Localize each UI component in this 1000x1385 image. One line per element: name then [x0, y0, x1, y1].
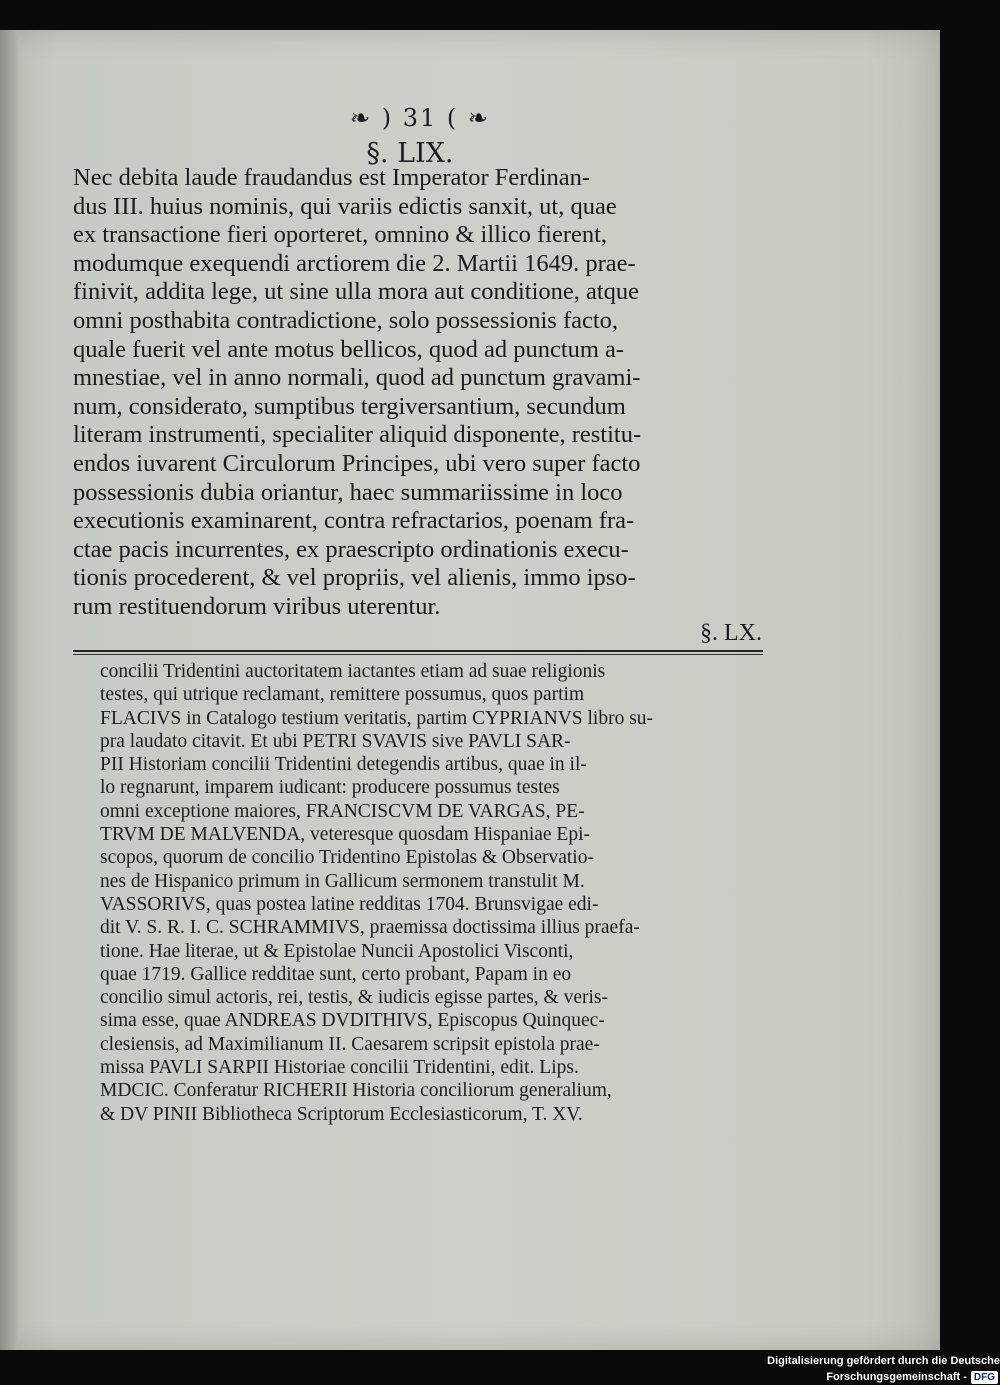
- section-title: §. LIX.: [366, 138, 454, 169]
- footnote-divider-thin: [73, 654, 763, 655]
- page-header: ❧ ) 31 ( ❧: [350, 104, 490, 132]
- footnote-text: concilii Tridentini auctoritatem iactantes etiam ad suae religionis testes, qui utrique reclamant, remittere possumus, quos partim FLACIVS in Catalogo testium veritatis, partim CYPRIANVS libro su- pra laudato citavit. Et ubi PETRI SVAVIS sive PAVLI SAR- PII Historiam concilii Tridentini detegendis artibus, quae in il- lo regnarunt, imparem iudicant: producere possumus testes omni exceptione maiores, FRANCISCVM DE VARGAS, PE- TRVM DE MALVENDA, veteresque quosdam Hispaniae Epi- scopos, quorum de concilio Tridentino Epistolas & Observatio- nes de Hispanico primum in Gallicum sermonem transtulit M. VASSORIVS, quas postea latine redditas 1704. Brunsvigae edi- dit V. S. R. I. C. SCHRAMMIVS, praemissa doctissima illius praefa- tione. Hae literae, ut & Epistolae Nuncii Apostolici Visconti, quae 1719. Gallice redditae sunt, certo probant, Papam in eo concilio simul actoris, rei, testis, & iudicis egisse partes, & veris- sima esse, quae ANDREAS DVDITHIVS, Episcopus Quinquec- clesiensis, ad Maximilianum II. Caesarem scripsit epistola prae- missa PAVLI SARPII Historiae concilii Tridentini, edit. Lips. MDCIC. Conferatur RICHERII Historia conciliorum generalium, & DV PINII Bibliotheca Scriptorum Ecclesiasticorum, T. XV.: [100, 661, 654, 1125]
- dfg-logo: DFG: [971, 1371, 998, 1384]
- main-body-text: Nec debita laude fraudandus est Imperator Ferdinan- dus III. huius nominis, qui variis edictis sanxit, ut, quae ex transactione fieri oporteret, omnino & illico fierent, modumque exequendi arctiorem die 2. Martii 1649. prae- finivit, addita lege, ut sine ulla mora aut conditione, atque omni posthabita contradictione, solo possessionis facto, quale fuerit vel ante motus bellicos, quod ad punctum a- mnestiae, vel in anno normali, quod ad punctum gravami- num, considerato, sumptibus tergiversantium, secundum literam instrumenti, specialiter aliquid disponente, restitu- endos iuvarent Circulorum Principes, ubi vero super facto possessionis dubia oriantur, haec summariissime in loco executionis examinarent, contra refractarios, poenam fra- ctae pacis incurrentes, ex praescripto ordinationis execu- tionis procederent, & vel propriis, vel alienis, immo ipso- rum restituendorum viribus uterentur.: [73, 164, 642, 620]
- digitization-footer: [640, 1353, 1000, 1383]
- page-spine-shadow: [0, 30, 18, 1350]
- footer-text: Digitalisierung gefördert durch die Deutsche Forschungsgemeinschaft -: [767, 1355, 1000, 1383]
- catchword: §. LX.: [700, 620, 762, 646]
- footnote-divider: [73, 650, 763, 652]
